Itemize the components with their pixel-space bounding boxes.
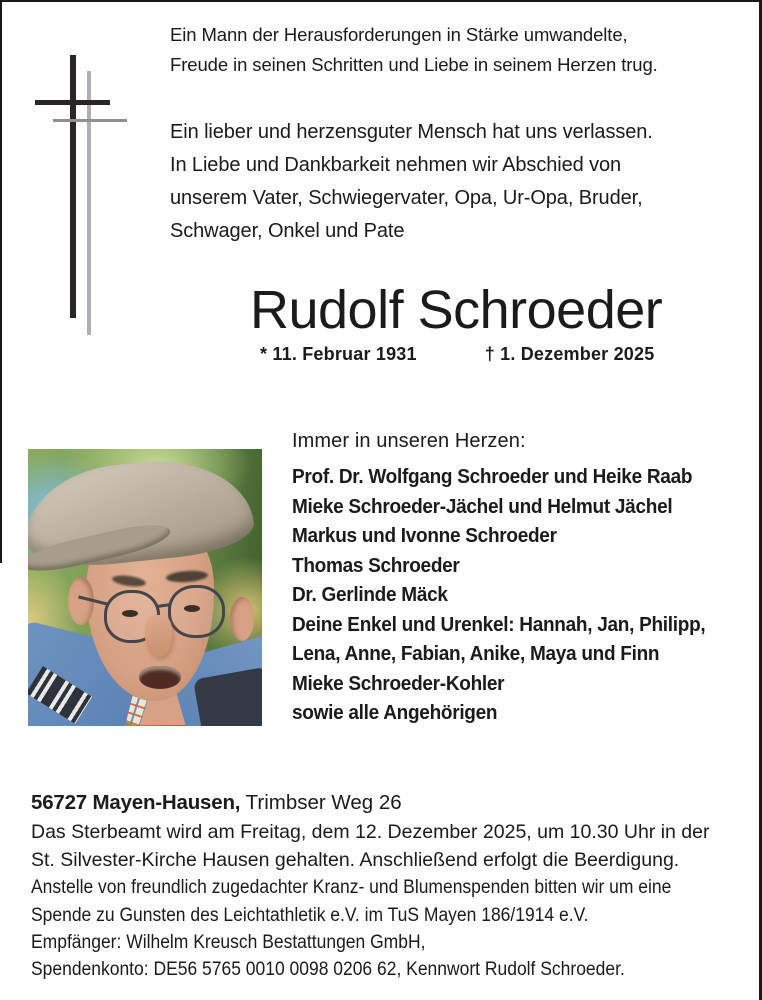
mourner-line: Markus und Ivonne Schroeder (292, 525, 557, 547)
open-mouth (139, 666, 181, 689)
address-line (31, 789, 727, 816)
portrait-photo (28, 449, 262, 726)
donation-info-line: Anstelle von freundlich zugedachter Kranz- und Blumenspenden bitten wir um eine (31, 877, 672, 899)
birth-date: * 11. Februar 1931 (260, 344, 417, 364)
life-dates (260, 344, 654, 365)
address-street: Trimbser Weg 26 (245, 791, 402, 814)
farewell-line: In Liebe und Dankbarkeit nehmen wir Abschied von (170, 154, 622, 176)
mourners-list (292, 463, 705, 729)
mourner-line: Mieke Schroeder-Kohler (292, 672, 505, 695)
death-date: † 1. Dezember 2025 (484, 344, 655, 364)
remembrance-intro: Immer in unseren Herzen: (292, 430, 526, 452)
mourner-line: sowie alle Angehörigen (292, 702, 498, 724)
deceased-name: Rudolf Schroeder (250, 280, 663, 340)
mourner-line: Prof. Dr. Wolfgang Schroeder und Heike Raab (292, 466, 693, 488)
recipient-line: Empfänger: Wilhelm Kreusch Bestattungen GmbH, (31, 932, 426, 954)
memorial-cross-icon (0, 0, 140, 360)
epigraph-line: Freude in seinen Schritten und Liebe in seinem Herzen trug. (170, 54, 658, 75)
mourner-line: Mieke Schroeder-Jächel und Helmut Jächel (292, 495, 673, 518)
cross-horizontal-dark-bar (35, 100, 110, 105)
mourner-line: Lena, Anne, Fabian, Anike, Maya und Finn (292, 643, 660, 665)
nose (145, 615, 172, 657)
glasses-right-lens (168, 585, 225, 638)
epigraph (170, 20, 658, 80)
cross-vertical-dark-bar (70, 55, 76, 318)
epigraph-line: Ein Mann der Herausforderungen in Stärke umwandelte, (170, 24, 628, 45)
funeral-details (31, 789, 727, 984)
service-info-line: Das Sterbeamt wird am Freitag, dem 12. Dezember 2025, um 10.30 Uhr in der (31, 821, 710, 844)
address-city: 56727 Mayen-Hausen, (31, 791, 241, 814)
mourner-line: Dr. Gerlinde Mäck (292, 584, 448, 606)
cross-vertical-gray-bar (87, 71, 91, 335)
farewell-line: Schwager, Onkel und Pate (170, 220, 405, 242)
left-eye (122, 610, 138, 617)
farewell-paragraph (170, 116, 653, 248)
donation-account-line: Spendenkonto: DE56 5765 0010 0098 0206 62, Kennwort Rudolf Schroeder. (31, 959, 625, 981)
mourner-line: Thomas Schroeder (292, 554, 460, 577)
farewell-line: unserem Vater, Schwiegervater, Opa, Ur-Opa, Bruder, (170, 187, 643, 209)
mourner-line: Deine Enkel und Urenkel: Hannah, Jan, Philipp, (292, 613, 706, 636)
donation-info-line: Spende zu Gunsten des Leichtathletik e.V. im TuS Mayen 186/1914 e.V. (31, 904, 589, 926)
service-info-line: St. Silvester-Kirche Hausen gehalten. Anschließend erfolgt die Beerdigung. (31, 848, 680, 871)
cross-horizontal-gray-bar (53, 119, 127, 122)
farewell-line: Ein lieber und herzensguter Mensch hat uns verlassen. (170, 121, 653, 143)
right-ear (230, 597, 254, 641)
right-eye (184, 605, 200, 612)
